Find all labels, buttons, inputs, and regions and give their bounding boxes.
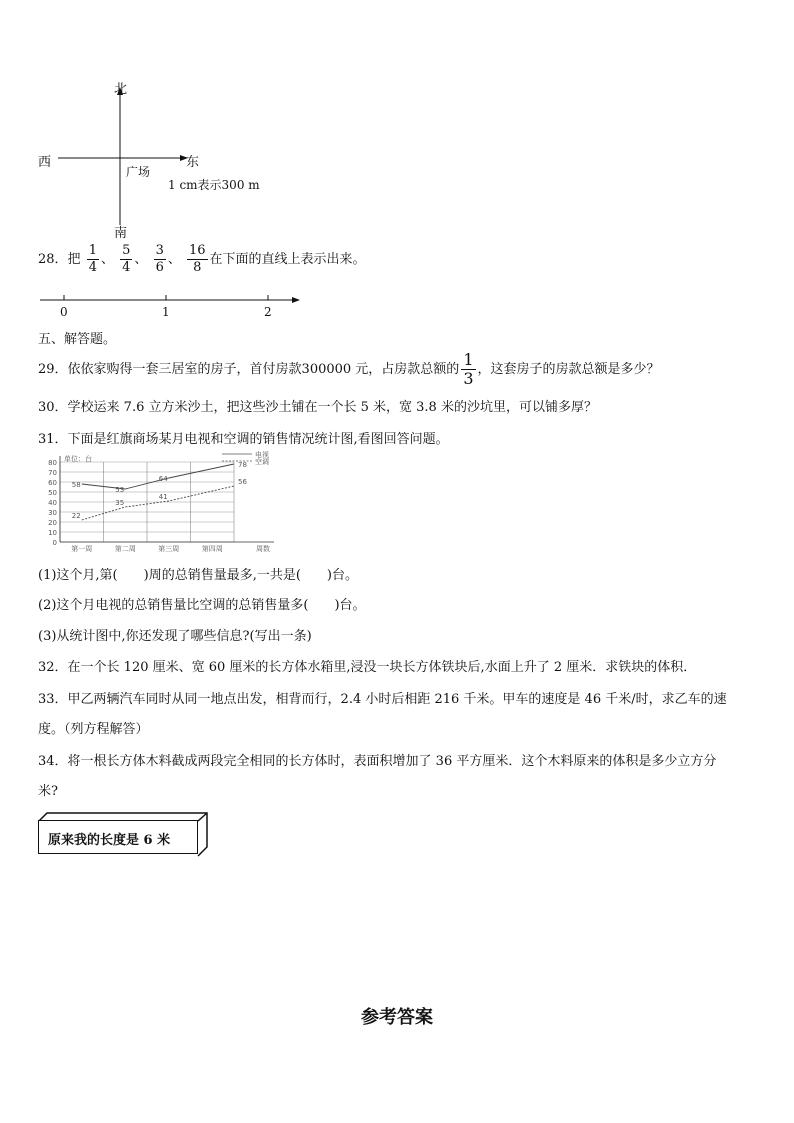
chart-category-label: 第二周	[114, 545, 136, 553]
question-32: 32．在一个长 120 厘米、宽 60 厘米的长方体水箱里,浸没一块长方体铁块后,水面上升了 2 厘米．求铁块的体积．	[38, 660, 697, 675]
chart-legend-label: 电视	[255, 451, 269, 459]
question-33-line-1: 33．甲乙两辆汽车同时从同一地点出发，相背而行，2.4 小时后相距 216 千米。甲车的速度是 46 千米/时，求乙车的速	[38, 692, 727, 707]
compass-center-label: 广场	[126, 165, 151, 179]
q28-prefix: 28．把	[38, 252, 81, 267]
chart-y-tick-label: 80	[48, 459, 57, 467]
chart-y-tick-label: 30	[48, 509, 57, 517]
chart-legend-label: 空调	[255, 458, 269, 466]
compass-scale-label: 1 cm表示300 m	[168, 178, 260, 192]
question-33-line-2: 度。（列方程解答）	[38, 722, 149, 737]
wood-block-label: 原来我的长度是 6 米	[48, 833, 171, 848]
question-29: 29．依依家购得一套三居室的房子，首付房款300000 元，占房款总额的 $\frac{1}{3}$ ，这套房子的房款总额是多少？	[38, 350, 660, 388]
number-line-tick-0: 0	[60, 305, 68, 319]
chart-y-tick-label: 0	[52, 539, 57, 547]
question-31-part-3: (3)从统计图中,你还发现了哪些信息?(写出一条)	[38, 629, 312, 644]
q28-fraction-4: $\frac{16}{8}$	[189, 243, 206, 275]
chart-data-label: 78	[238, 461, 247, 469]
question-28: 28．把 $\frac{1}{4}$ 、 $\frac{5}{4}$ 、 $\frac{3}{6}$ 、 $\frac{16}{8}$ 在下面的直线上表示出来。	[38, 243, 366, 275]
chart-category-label: 第四周	[201, 545, 223, 553]
chart-data-label: 53	[115, 486, 125, 494]
compass-east-label: 东	[186, 155, 200, 170]
q28-fraction-1: $\frac{1}{4}$	[88, 243, 97, 275]
chart-y-tick-label: 20	[48, 519, 57, 527]
number-line-tick-1: 1	[162, 305, 170, 319]
chart-category-label: 第三周	[158, 545, 180, 553]
q29-fraction: $\frac{1}{3}$	[463, 350, 474, 388]
chart-y-tick-label: 40	[48, 499, 57, 507]
q28-fraction-2: $\frac{5}{4}$	[122, 243, 131, 275]
chart-data-label: 22	[71, 512, 81, 520]
question-31-part-1: (1)这个月,第( )周的总销售量最多,一共是( )台。	[38, 568, 358, 583]
section-heading: 五、解答题。	[38, 332, 117, 347]
chart-data-label: 41	[158, 493, 168, 501]
answer-section-title: 参考答案	[361, 1007, 433, 1028]
chart-y-tick-label: 70	[48, 469, 57, 477]
question-31-part-2: (2)这个月电视的总销售量比空调的总销售量多( )台。	[38, 598, 366, 613]
question-31: 31．下面是红旗商场某月电视和空调的销售情况统计图,看图回答问题。	[38, 432, 449, 447]
chart-data-label: 64	[158, 475, 168, 483]
chart-y-tick-label: 50	[48, 489, 57, 497]
chart-y-tick-label: 60	[48, 479, 57, 487]
chart-unit-label: 单位：台	[64, 455, 92, 463]
line-chart	[34, 448, 304, 558]
chart-data-label: 58	[71, 481, 81, 489]
compass-diagram	[30, 75, 270, 240]
compass-north-label: 北	[114, 82, 128, 97]
chart-data-label: 56	[238, 478, 247, 486]
question-30: 30．学校运来 7.6 立方米沙土，把这些沙土铺在一个长 5 米，宽 3.8 米的沙坑里，可以铺多厚？	[38, 400, 597, 415]
chart-x-axis-label: 周数	[256, 545, 270, 553]
q28-fraction-3: $\frac{3}{6}$	[155, 243, 164, 275]
question-34-line-2: 米?	[38, 784, 58, 799]
number-line-tick-2: 2	[264, 305, 272, 319]
q28-suffix: 在下面的直线上表示出来。	[209, 252, 366, 267]
chart-y-tick-label: 10	[48, 529, 57, 537]
compass-west-label: 西	[38, 155, 52, 170]
question-34-line-1: 34．将一根长方体木料截成两段完全相同的长方体时，表面积增加了 36 平方厘米．这个木料原来的体积是多少立方分	[38, 754, 717, 769]
compass-south-label: 南	[114, 226, 128, 241]
chart-category-label: 第一周	[71, 545, 93, 553]
chart-data-label: 35	[115, 499, 125, 507]
chart-series-line-ac	[82, 486, 234, 520]
